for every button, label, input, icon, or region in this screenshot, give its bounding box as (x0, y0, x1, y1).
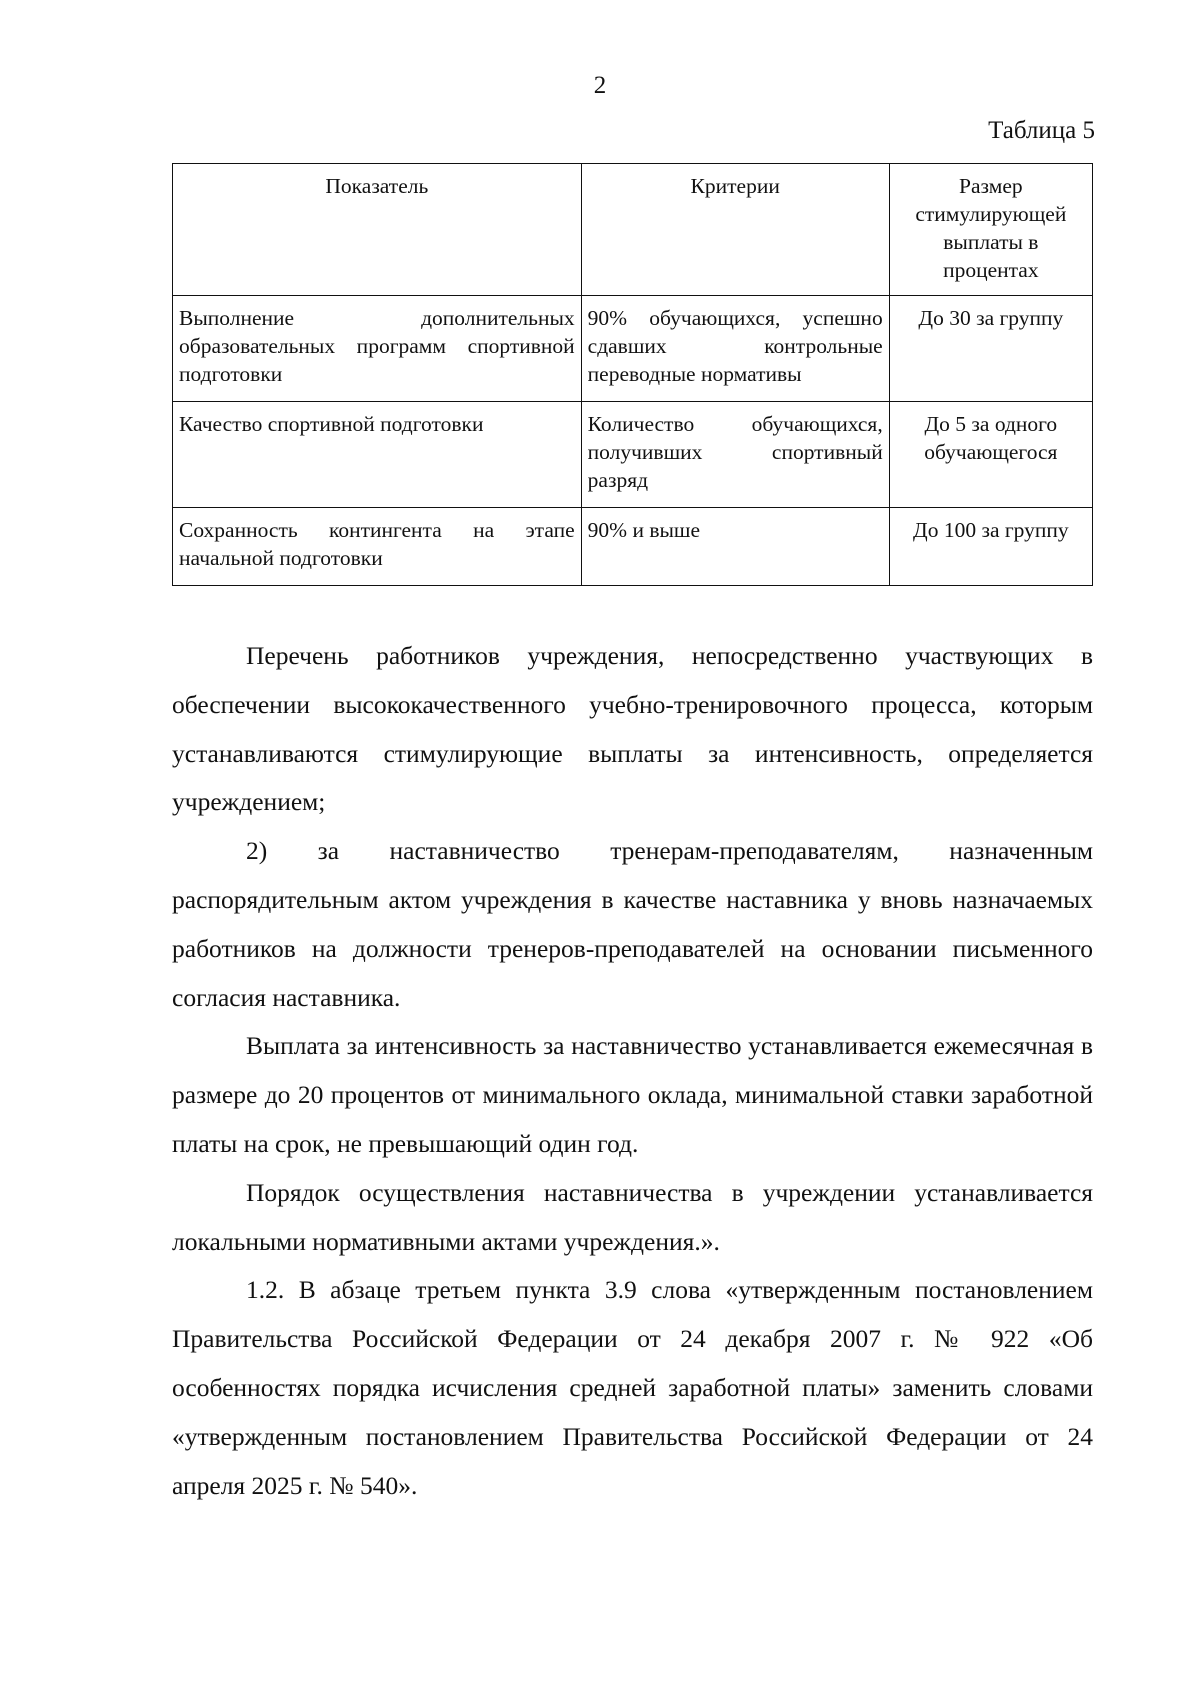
stimulating-payments-table (172, 163, 1093, 586)
body-text (172, 632, 1093, 1510)
header-payment-size: Размер стимулирующей выплаты в процентах (889, 164, 1092, 296)
cell-indicator: Качество спортивной подготовки (173, 402, 582, 508)
page-number: 2 (593, 72, 607, 99)
paragraph-mentoring-item: 2) за наставничество тренерам-преподавателям, назначенным распорядительным актом учреждения в качестве наставника у вновь назначаемых работников на должности тренеров-преподавателей на основании письменного согласия наставника. (172, 836, 1093, 1012)
cell-criteria: 90% обучающихся, успешно сдавших контрольные переводные нормативы (581, 296, 889, 402)
paragraph-employee-list: Перечень работников учреждения, непосредственно участвующих в обеспечении высококачественного учебно-тренировочного процесса, которым устанавливаются стимулирующие выплаты за интенсивность, определяется учреждением; (172, 641, 1093, 817)
header-indicator: Показатель (173, 164, 582, 296)
table-caption: Таблица 5 (988, 117, 1095, 144)
paragraph-amendment-1-2: 1.2. В абзаце третьем пункта 3.9 слова «утвержденным постановлением Правительства Российской Федерации от 24 декабря 2007 г. № 922 «Об особенностях порядка исчисления средней заработной платы» заменить словами «утвержденным постановлением Правительства Российской Федерации от 24 апреля 2025 г. № 540». (172, 1275, 1093, 1500)
cell-payment: До 100 за группу (889, 508, 1092, 586)
cell-payment: До 5 за одного обучающегося (889, 402, 1092, 508)
cell-payment: До 30 за группу (889, 296, 1092, 402)
table-row (173, 508, 1093, 586)
table-row (173, 296, 1093, 402)
paragraph-mentoring-procedure: Порядок осуществления наставничества в учреждении устанавливается локальными нормативными актами учреждения.». (172, 1177, 1093, 1256)
cell-criteria: 90% и выше (581, 508, 889, 586)
cell-criteria: Количество обучающихся, получивших спортивный разряд (581, 402, 889, 508)
paragraph-mentoring-payment: Выплата за интенсивность за наставничество устанавливается ежемесячная в размере до 20 процентов от минимального оклада, минимальной ставки заработной платы на срок, не превышающий один год. (172, 1031, 1093, 1158)
header-criteria: Критерии (581, 164, 889, 296)
table-row (173, 402, 1093, 508)
cell-indicator: Сохранность контингента на этапе начальной подготовки (173, 508, 582, 586)
cell-indicator: Выполнение дополнительных образовательных программ спортивной подготовки (173, 296, 582, 402)
table-header-row (173, 164, 1093, 296)
